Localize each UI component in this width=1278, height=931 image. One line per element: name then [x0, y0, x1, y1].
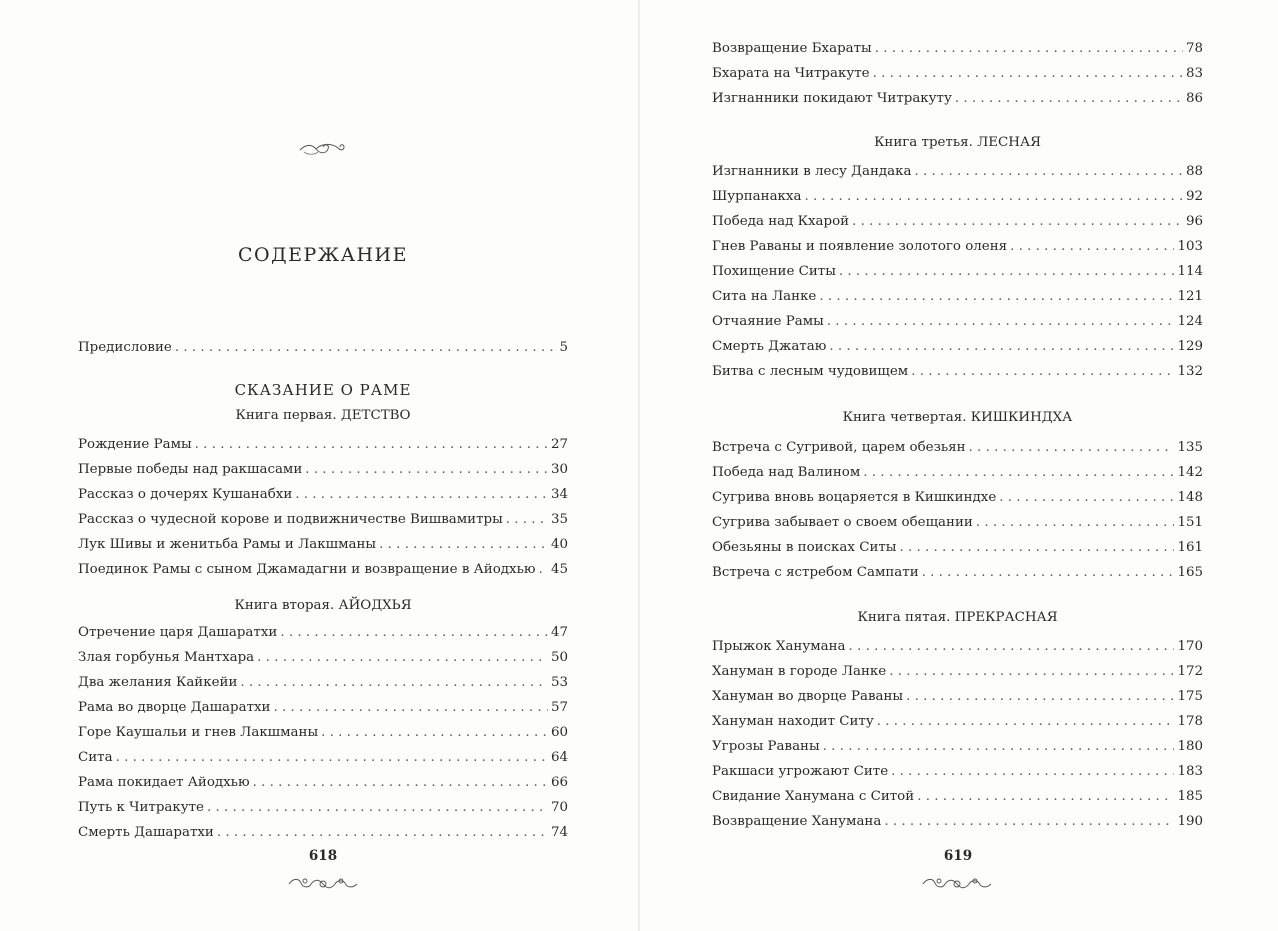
dot-leader [273, 700, 547, 715]
dot-leader [827, 314, 1175, 329]
toc-section-header [78, 378, 568, 429]
toc-entry-page: 161 [1177, 540, 1203, 555]
toc-entry-label: Победа над Кхарой [712, 214, 850, 229]
toc-entry-page: 170 [1177, 639, 1203, 654]
toc-entry-page: 34 [550, 487, 568, 502]
toc-entry-page: 183 [1177, 764, 1203, 779]
toc-entry-label: Хануман во дворце Раваны [712, 689, 904, 704]
toc-entry-label: Возвращение Ханумана [712, 814, 882, 829]
page-title: СОДЕРЖАНИЕ [238, 244, 408, 266]
dot-leader [305, 462, 548, 477]
toc-entry[interactable] [712, 515, 1203, 540]
toc-entry-label: Злая горбунья Мантхара [78, 650, 255, 665]
toc-entry-page: 142 [1177, 465, 1203, 480]
toc-entry-label: Изгнанники покидают Читракуту [712, 91, 952, 106]
toc-entry-label: Отречение царя Дашаратхи [78, 625, 278, 640]
toc-entry[interactable] [78, 340, 568, 365]
book-title: Книга вторая. АЙОДХЬЯ [234, 598, 412, 613]
dot-leader [922, 565, 1175, 580]
toc-entry-page: 78 [1185, 41, 1203, 56]
toc-entry-page: 172 [1177, 664, 1203, 679]
toc-entry-label: Победа над Валином [712, 465, 861, 480]
toc-entry-label: Отчаяние Рамы [712, 314, 824, 329]
toc-entry-label: Изгнанники в лесу Дандака [712, 164, 912, 179]
dot-leader [823, 739, 1175, 754]
toc-entry-label: Рама покидает Айодхью [78, 775, 250, 790]
toc-entry[interactable] [712, 689, 1203, 714]
toc-entry-label: Свидание Ханумана с Ситой [712, 789, 915, 804]
toc-entry-page: 135 [1177, 440, 1203, 455]
toc-entry-page: 92 [1185, 189, 1203, 204]
toc-book4-list [712, 440, 1203, 590]
dot-leader [257, 650, 548, 665]
dot-leader [217, 825, 548, 840]
scroll-ornament-icon [921, 874, 993, 894]
toc-preface [78, 340, 568, 365]
toc-entry-page: 66 [550, 775, 568, 790]
toc-entry-label: Рассказ о дочерях Кушанабхи [78, 487, 293, 502]
dot-leader [829, 339, 1174, 354]
dot-leader [969, 440, 1175, 455]
dot-leader [863, 465, 1174, 480]
toc-entry[interactable] [712, 714, 1203, 739]
dot-leader [839, 264, 1175, 279]
toc-entry-page: 30 [550, 462, 568, 477]
toc-book1-list [78, 437, 568, 587]
toc-entry-label: Прыжок Ханумана [712, 639, 846, 654]
toc-entry[interactable] [712, 289, 1203, 314]
page-number: 619 [943, 848, 973, 864]
dot-leader [884, 814, 1174, 829]
toc-entry-page: 185 [1177, 789, 1203, 804]
toc-entry[interactable] [78, 537, 568, 562]
toc-entry-label: Обезьяны в поисках Ситы [712, 540, 897, 555]
toc-entry[interactable] [712, 364, 1203, 389]
toc-entry-label: Смерть Дашаратхи [78, 825, 214, 840]
toc-book2-list [78, 625, 568, 850]
toc-entry-page: 83 [1185, 66, 1203, 81]
toc-entry[interactable] [78, 650, 568, 675]
dot-leader [295, 487, 548, 502]
toc-entry[interactable] [712, 814, 1203, 839]
toc-entry[interactable] [78, 562, 568, 587]
toc-entry-label: Поединок Рамы с сыном Джамадагни и возвращение в Айодхью [78, 562, 536, 577]
toc-entry-page: 165 [1177, 565, 1203, 580]
toc-entry-page: 103 [1177, 239, 1203, 254]
toc-entry[interactable] [712, 639, 1203, 664]
toc-entry-page: 74 [550, 825, 568, 840]
toc-entry-page: 50 [550, 650, 568, 665]
toc-entry-label: Лук Шивы и женитьба Рамы и Лакшманы [78, 537, 377, 552]
toc-entry[interactable] [712, 164, 1203, 189]
dot-leader [1010, 239, 1174, 254]
toc-entry-page: 132 [1177, 364, 1203, 379]
toc-entry[interactable] [712, 339, 1203, 364]
toc-entry-label: Смерть Джатаю [712, 339, 827, 354]
toc-entry[interactable] [78, 675, 568, 700]
section-title: СКАЗАНИЕ О РАМЕ [234, 381, 412, 399]
book-title: Книга четвертая. КИШКИНДХА [842, 410, 1073, 425]
toc-entry-label: Предисловие [78, 340, 172, 355]
toc-entry-page: 151 [1177, 515, 1203, 530]
toc-entry[interactable] [712, 739, 1203, 764]
dot-leader [195, 437, 548, 452]
toc-entry-label: Горе Каушальи и гнев Лакшманы [78, 725, 319, 740]
dot-leader [914, 164, 1182, 179]
dot-leader [849, 639, 1175, 654]
toc-entry[interactable] [712, 214, 1203, 239]
toc-entry[interactable] [78, 775, 568, 800]
toc-entry-page: 70 [550, 800, 568, 815]
dot-leader [955, 91, 1183, 106]
toc-entry-page: 178 [1177, 714, 1203, 729]
dot-leader [240, 675, 548, 690]
toc-book4-header [712, 405, 1203, 431]
toc-entry[interactable] [78, 437, 568, 462]
toc-entry-page: 190 [1177, 814, 1203, 829]
toc-entry-label: Хануман находит Ситу [712, 714, 874, 729]
toc-entry-label: Бхарата на Читракуте [712, 66, 870, 81]
toc-entry-label: Битва с лесным чудовищем [712, 364, 909, 379]
dot-leader [804, 189, 1183, 204]
toc-entry-page: 180 [1177, 739, 1203, 754]
toc-entry-page: 60 [550, 725, 568, 740]
toc-entry-page: 114 [1177, 264, 1203, 279]
toc-entry[interactable] [78, 750, 568, 775]
dot-leader [911, 364, 1174, 379]
toc-entry-page: 175 [1177, 689, 1203, 704]
toc-entry[interactable] [712, 264, 1203, 289]
toc-entry-label: Гнев Раваны и появление золотого оленя [712, 239, 1008, 254]
toc-entry-label: Рождение Рамы [78, 437, 192, 452]
dot-leader [280, 625, 548, 640]
toc-entry[interactable] [712, 440, 1203, 465]
toc-entry-label: Путь к Читракуте [78, 800, 204, 815]
dot-leader [873, 66, 1183, 81]
toc-book5-list [712, 639, 1203, 839]
toc-entry-label: Два желания Кайкейи [78, 675, 238, 690]
dot-leader [175, 340, 557, 355]
dot-leader [891, 764, 1174, 779]
dot-leader [875, 41, 1183, 56]
toc-entry-page: 96 [1185, 214, 1203, 229]
toc-entry[interactable] [712, 239, 1203, 264]
toc-entry[interactable] [78, 700, 568, 725]
toc-entry-label: Сугрива вновь воцаряется в Кишкиндхе [712, 490, 997, 505]
toc-entry-page: 35 [550, 512, 568, 527]
dot-leader [506, 512, 548, 527]
toc-entry-label: Сугрива забывает о своем обещании [712, 515, 973, 530]
toc-book2-cont-list [712, 41, 1203, 116]
dot-leader [917, 789, 1174, 804]
toc-entry-page: 40 [550, 537, 568, 552]
toc-entry[interactable] [712, 565, 1203, 590]
toc-entry-page: 57 [550, 700, 568, 715]
page-number: 618 [308, 848, 338, 864]
toc-entry-page: 124 [1177, 314, 1203, 329]
toc-book2-header [78, 593, 568, 619]
dot-leader [116, 750, 548, 765]
toc-entry-label: Похищение Ситы [712, 264, 836, 279]
toc-entry-label: Сита [78, 750, 113, 765]
dot-leader [852, 214, 1183, 229]
book-title: Книга первая. ДЕТСТВО [235, 408, 411, 423]
toc-entry[interactable] [712, 314, 1203, 339]
toc-entry[interactable] [78, 462, 568, 487]
flourish-ornament-icon [298, 140, 346, 158]
right-page [640, 0, 1278, 931]
toc-entry[interactable] [712, 664, 1203, 689]
toc-entry-label: Рама во дворце Дашаратхи [78, 700, 271, 715]
toc-entry[interactable] [712, 66, 1203, 91]
toc-entry[interactable] [712, 465, 1203, 490]
toc-entry[interactable] [78, 825, 568, 850]
toc-entry-label: Первые победы над ракшасами [78, 462, 303, 477]
toc-entry[interactable] [712, 91, 1203, 116]
toc-entry-page: 121 [1177, 289, 1203, 304]
scroll-ornament-icon [287, 874, 359, 894]
dot-leader [321, 725, 548, 740]
toc-entry[interactable] [712, 789, 1203, 814]
toc-entry[interactable] [78, 512, 568, 537]
toc-entry-page: 53 [550, 675, 568, 690]
toc-entry-page: 129 [1177, 339, 1203, 354]
toc-book5-header [712, 605, 1203, 631]
toc-entry-page: 88 [1185, 164, 1203, 179]
dot-leader [906, 689, 1174, 704]
toc-entry[interactable] [712, 189, 1203, 214]
toc-entry-label: Ракшаси угрожают Сите [712, 764, 889, 779]
toc-entry[interactable] [712, 540, 1203, 565]
dot-leader [999, 490, 1174, 505]
toc-entry[interactable] [712, 41, 1203, 66]
toc-entry-label: Встреча с ястребом Сампати [712, 565, 919, 580]
dot-leader [819, 289, 1174, 304]
toc-entry-label: Возвращение Бхараты [712, 41, 872, 56]
toc-entry[interactable] [712, 764, 1203, 789]
toc-entry-page: 45 [550, 562, 568, 577]
dot-leader [877, 714, 1175, 729]
toc-entry[interactable] [712, 490, 1203, 515]
toc-entry[interactable] [78, 487, 568, 512]
dot-leader [207, 800, 548, 815]
toc-entry-page: 27 [550, 437, 568, 452]
dot-leader [976, 515, 1175, 530]
toc-entry[interactable] [78, 800, 568, 825]
toc-entry-label: Встреча с Сугривой, царем обезьян [712, 440, 966, 455]
dot-leader [889, 664, 1174, 679]
dot-leader [539, 562, 548, 577]
toc-entry[interactable] [78, 625, 568, 650]
dot-leader [379, 537, 548, 552]
toc-entry-page: 148 [1177, 490, 1203, 505]
toc-entry-label: Сита на Ланке [712, 289, 817, 304]
toc-book3-header [712, 130, 1203, 156]
toc-book3-list [712, 164, 1203, 389]
toc-entry-label: Рассказ о чудесной корове и подвижничестве Вишвамитры [78, 512, 503, 527]
toc-entry-page: 86 [1185, 91, 1203, 106]
toc-entry-page: 5 [559, 340, 568, 355]
toc-entry[interactable] [78, 725, 568, 750]
book-title: Книга третья. ЛЕСНАЯ [874, 135, 1041, 150]
toc-entry-page: 64 [550, 750, 568, 765]
toc-entry-label: Хануман в городе Ланке [712, 664, 887, 679]
book-title: Книга пятая. ПРЕКРАСНАЯ [857, 610, 1058, 625]
toc-entry-label: Шурпанакха [712, 189, 802, 204]
dot-leader [899, 540, 1174, 555]
toc-entry-label: Угрозы Раваны [712, 739, 820, 754]
toc-entry-page: 47 [550, 625, 568, 640]
dot-leader [253, 775, 548, 790]
